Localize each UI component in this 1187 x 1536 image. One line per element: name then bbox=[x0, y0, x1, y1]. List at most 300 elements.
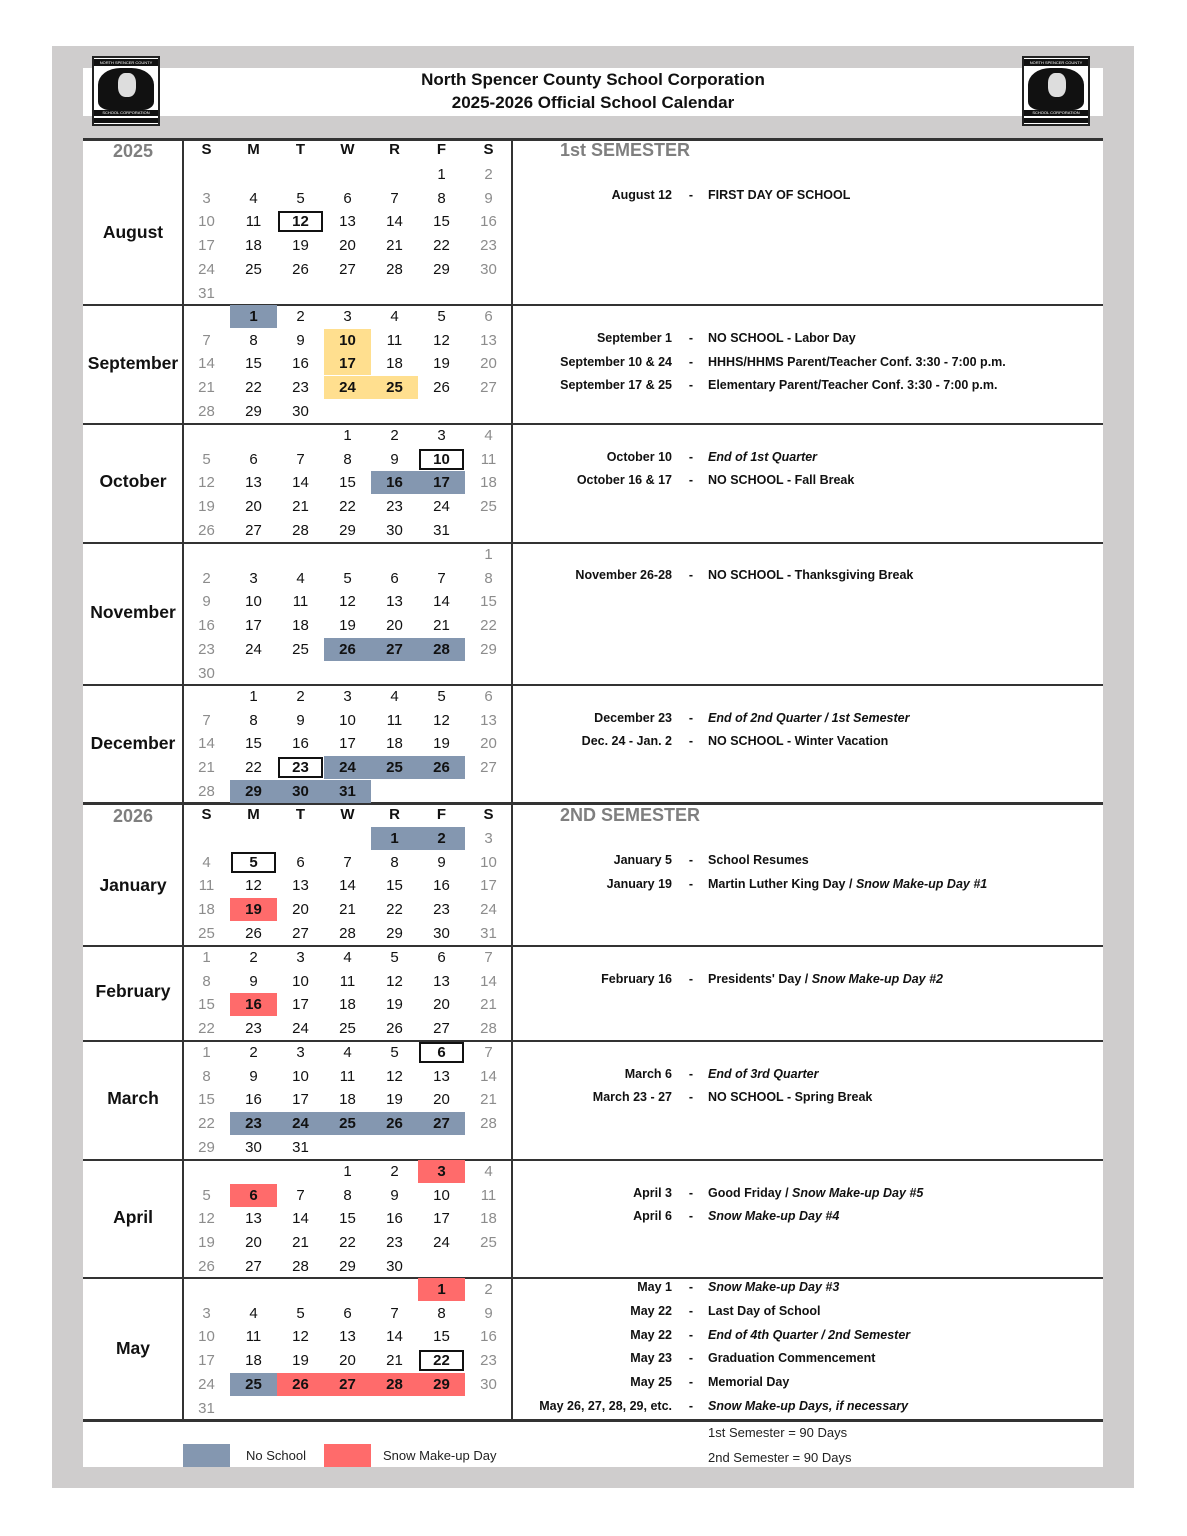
event-date: May 26, 27, 28, 29, etc. bbox=[539, 1399, 672, 1413]
event-text-italic: Snow Make-up Day #4 bbox=[708, 1209, 840, 1223]
event-date: Dec. 24 - Jan. 2 bbox=[581, 734, 672, 748]
calendar-day: 22 bbox=[386, 901, 403, 919]
calendar-day: 30 bbox=[480, 1375, 497, 1393]
calendar-day: 15 bbox=[433, 1328, 450, 1346]
event-text: Martin Luther King Day / bbox=[708, 877, 856, 891]
event-text: School Resumes bbox=[708, 853, 809, 867]
calendar-day: 15 bbox=[198, 996, 215, 1014]
calendar-day: 9 bbox=[484, 1304, 493, 1322]
day-of-week-label: M bbox=[247, 806, 260, 823]
calendar-day: 26 bbox=[418, 756, 465, 779]
event-separator: - bbox=[688, 972, 694, 986]
calendar-day: 18 bbox=[339, 996, 356, 1014]
event-text: NO SCHOOL - Fall Break bbox=[708, 473, 855, 487]
event-text: Memorial Day bbox=[708, 1375, 790, 1389]
event-date: May 22 bbox=[630, 1304, 672, 1318]
day-of-week-label: W bbox=[340, 141, 355, 158]
day-of-week-label: R bbox=[389, 141, 400, 158]
calendar-day: 31 bbox=[480, 924, 497, 942]
calendar-day: 14 bbox=[386, 213, 403, 231]
calendar-day: 28 bbox=[292, 1257, 309, 1275]
year-label-2026: 2026 bbox=[112, 806, 154, 826]
semester-heading-2: 2ND SEMESTER bbox=[560, 805, 701, 825]
calendar-day: 30 bbox=[386, 521, 403, 539]
calendar-day: 23 bbox=[277, 756, 324, 779]
calendar-day: 21 bbox=[386, 237, 403, 255]
event-date: March 6 bbox=[624, 1067, 672, 1081]
event-separator: - bbox=[688, 1209, 694, 1223]
day-of-week-label: S bbox=[201, 141, 212, 158]
event-separator: - bbox=[688, 473, 694, 487]
calendar-day: 13 bbox=[480, 711, 497, 729]
calendar-day: 22 bbox=[339, 498, 356, 516]
calendar-day: 8 bbox=[249, 711, 258, 729]
calendar-day: 21 bbox=[433, 617, 450, 635]
event-text-italic: End of 2nd Quarter / 1st Semester bbox=[708, 711, 910, 725]
event-date: November 26-28 bbox=[575, 568, 672, 582]
calendar-day: 3 bbox=[437, 427, 446, 444]
month-label-september: September bbox=[87, 353, 179, 373]
logo-top-text: NORTH SPENCER COUNTY bbox=[1024, 59, 1088, 66]
calendar-day: 22 bbox=[339, 1234, 356, 1252]
calendar-day: 19 bbox=[292, 1352, 309, 1370]
calendar-day: 12 bbox=[198, 474, 215, 492]
calendar-day: 17 bbox=[418, 471, 465, 494]
event-description bbox=[708, 331, 856, 345]
calendar-day: 30 bbox=[433, 924, 450, 942]
event-text-italic: Snow Make-up Day #2 bbox=[811, 972, 944, 986]
calendar-day: 9 bbox=[390, 450, 399, 468]
event-description bbox=[708, 450, 817, 464]
calendar-day: 20 bbox=[245, 1234, 262, 1252]
portrait-icon bbox=[1048, 73, 1066, 97]
calendar-day: 1 bbox=[202, 1044, 211, 1061]
calendar-day: 3 bbox=[296, 1044, 305, 1061]
calendar-day: 20 bbox=[339, 1352, 356, 1370]
calendar-day: 23 bbox=[386, 498, 403, 516]
calendar-day: 19 bbox=[292, 237, 309, 255]
calendar-day: 8 bbox=[202, 972, 211, 990]
calendar-day: 3 bbox=[484, 830, 493, 847]
calendar-day: 25 bbox=[230, 1373, 277, 1396]
calendar-day: 2 bbox=[296, 308, 305, 325]
calendar-day: 6 bbox=[484, 688, 493, 705]
calendar-day: 15 bbox=[480, 593, 497, 611]
event-date: May 25 bbox=[630, 1375, 672, 1389]
calendar-day: 1 bbox=[371, 827, 418, 850]
month-label-december: December bbox=[90, 733, 176, 753]
calendar-day: 15 bbox=[198, 1091, 215, 1109]
event-text: NO SCHOOL - Winter Vacation bbox=[708, 734, 889, 748]
calendar-day: 2 bbox=[249, 1044, 258, 1061]
school-logo-left bbox=[92, 56, 160, 126]
month-label-august: August bbox=[102, 222, 164, 242]
event-date: September 1 bbox=[596, 331, 672, 345]
title-bar bbox=[83, 68, 1103, 116]
calendar-day: 14 bbox=[386, 1328, 403, 1346]
calendar-day: 10 bbox=[480, 853, 497, 871]
calendar-day: 21 bbox=[480, 996, 497, 1014]
calendar-day: 20 bbox=[245, 498, 262, 516]
calendar-day: 16 bbox=[292, 735, 309, 753]
calendar-day: 9 bbox=[390, 1186, 399, 1204]
calendar-day: 7 bbox=[202, 711, 211, 729]
calendar-day: 27 bbox=[324, 1373, 371, 1396]
calendar-day: 10 bbox=[245, 593, 262, 611]
calendar-day: 22 bbox=[245, 759, 262, 777]
calendar-day: 13 bbox=[292, 877, 309, 895]
event-date: January 19 bbox=[606, 877, 672, 891]
event-separator: - bbox=[688, 1351, 694, 1365]
calendar-day: 6 bbox=[343, 1304, 352, 1322]
calendar-day: 21 bbox=[292, 498, 309, 516]
event-text-italic: Snow Make-up Day #5 bbox=[792, 1186, 924, 1200]
calendar-day: 28 bbox=[386, 260, 403, 278]
event-description bbox=[708, 378, 997, 392]
calendar-day: 18 bbox=[480, 474, 497, 492]
event-text: NO SCHOOL - Labor Day bbox=[708, 331, 856, 345]
calendar-day: 24 bbox=[433, 1234, 450, 1252]
event-description bbox=[708, 1304, 821, 1318]
calendar-day: 7 bbox=[202, 331, 211, 349]
event-date: April 3 bbox=[633, 1186, 672, 1200]
calendar-day: 12 bbox=[245, 877, 262, 895]
calendar-day: 26 bbox=[292, 260, 309, 278]
calendar-day: 3 bbox=[343, 308, 352, 325]
calendar-day: 16 bbox=[386, 1210, 403, 1228]
calendar-day: 27 bbox=[292, 924, 309, 942]
calendar-day: 23 bbox=[292, 379, 309, 397]
day-of-week-label: S bbox=[483, 806, 494, 823]
legend-swatch-no-school bbox=[183, 1444, 230, 1467]
event-text-italic: Snow Make-up Day #1 bbox=[855, 877, 988, 891]
calendar-day: 2 bbox=[202, 569, 211, 587]
calendar-day: 16 bbox=[198, 617, 215, 635]
logo-bottom-text: SCHOOL CORPORATION bbox=[94, 110, 158, 116]
calendar-day: 4 bbox=[484, 1163, 493, 1180]
first-semester-total: 1st Semester = 90 Days bbox=[708, 1425, 848, 1440]
calendar-day: 29 bbox=[480, 640, 497, 658]
calendar-day: 20 bbox=[433, 996, 450, 1014]
calendar-day: 2 bbox=[484, 1281, 493, 1298]
calendar-day: 24 bbox=[277, 1112, 324, 1135]
calendar-day: 30 bbox=[386, 1257, 403, 1275]
event-text-italic: Snow Make-up Days, if necessary bbox=[708, 1399, 909, 1413]
calendar-day: 25 bbox=[324, 1112, 371, 1135]
calendar-day: 19 bbox=[339, 617, 356, 635]
event-separator: - bbox=[688, 1067, 694, 1081]
calendar-day: 24 bbox=[245, 640, 262, 658]
calendar-day: 12 bbox=[277, 210, 324, 233]
calendar-day: 11 bbox=[245, 1328, 262, 1346]
calendar-day: 5 bbox=[230, 851, 277, 874]
event-separator: - bbox=[688, 734, 694, 748]
event-description bbox=[708, 1280, 839, 1294]
calendar-day: 14 bbox=[433, 593, 450, 611]
calendar-day: 1 bbox=[343, 427, 352, 444]
event-separator: - bbox=[688, 1375, 694, 1389]
calendar-day: 20 bbox=[292, 901, 309, 919]
calendar-day: 7 bbox=[343, 853, 352, 871]
calendar-day: 29 bbox=[339, 521, 356, 539]
calendar-day: 7 bbox=[484, 949, 493, 966]
calendar-day: 1 bbox=[484, 546, 493, 563]
calendar-day: 29 bbox=[433, 260, 450, 278]
calendar-day: 30 bbox=[480, 260, 497, 278]
calendar-day: 18 bbox=[386, 735, 403, 753]
event-date: October 16 & 17 bbox=[576, 473, 672, 487]
calendar-day: 25 bbox=[480, 1234, 497, 1252]
calendar-day: 30 bbox=[292, 402, 309, 420]
event-description bbox=[708, 1067, 818, 1081]
calendar-day: 15 bbox=[245, 355, 262, 373]
calendar-day: 1 bbox=[418, 1278, 465, 1301]
calendar-day: 15 bbox=[245, 735, 262, 753]
event-description bbox=[708, 1090, 872, 1104]
calendar-day: 25 bbox=[371, 376, 418, 399]
calendar-day: 8 bbox=[390, 853, 399, 871]
calendar-day: 17 bbox=[292, 996, 309, 1014]
calendar-day: 6 bbox=[437, 949, 446, 966]
calendar-day: 20 bbox=[433, 1091, 450, 1109]
calendar-day: 8 bbox=[249, 331, 258, 349]
month-label-october: October bbox=[99, 471, 167, 491]
event-date: April 6 bbox=[633, 1209, 672, 1223]
calendar-day: 3 bbox=[202, 1304, 211, 1322]
calendar-day: 2 bbox=[296, 688, 305, 705]
event-text: Presidents' Day / bbox=[708, 972, 812, 986]
calendar-day: 16 bbox=[230, 993, 277, 1016]
event-separator: - bbox=[688, 853, 694, 867]
calendar-day: 19 bbox=[386, 1091, 403, 1109]
calendar-day: 23 bbox=[230, 1112, 277, 1135]
calendar-day: 4 bbox=[484, 427, 493, 444]
calendar-day: 3 bbox=[418, 1160, 465, 1183]
calendar-day: 17 bbox=[433, 1210, 450, 1228]
calendar-day: 18 bbox=[198, 901, 215, 919]
event-text: NO SCHOOL - Spring Break bbox=[708, 1090, 873, 1104]
event-description bbox=[708, 1328, 910, 1342]
calendar-day: 6 bbox=[230, 1184, 277, 1207]
calendar-day: 25 bbox=[245, 260, 262, 278]
event-description bbox=[708, 473, 854, 487]
event-description bbox=[708, 1209, 839, 1223]
calendar-day: 5 bbox=[437, 688, 446, 705]
event-separator: - bbox=[688, 1090, 694, 1104]
calendar-day: 3 bbox=[343, 688, 352, 705]
calendar-day: 7 bbox=[484, 1044, 493, 1061]
calendar-day: 5 bbox=[437, 308, 446, 325]
calendar-day: 15 bbox=[433, 213, 450, 231]
event-date: January 5 bbox=[613, 853, 672, 867]
calendar-day: 18 bbox=[480, 1210, 497, 1228]
calendar-day: 17 bbox=[198, 237, 215, 255]
event-separator: - bbox=[688, 1304, 694, 1318]
logo-tagline-bar bbox=[94, 118, 158, 123]
calendar-day: 21 bbox=[292, 1234, 309, 1252]
day-of-week-label: T bbox=[295, 806, 306, 823]
calendar-day: 9 bbox=[484, 189, 493, 207]
semester-heading-1: 1st SEMESTER bbox=[560, 140, 691, 160]
calendar-day: 4 bbox=[296, 569, 305, 587]
legend-swatch-snow-makeup bbox=[324, 1444, 371, 1467]
calendar-day: 13 bbox=[480, 331, 497, 349]
calendar-day: 12 bbox=[386, 1067, 403, 1085]
calendar-day: 3 bbox=[296, 949, 305, 966]
calendar-day: 11 bbox=[339, 1067, 356, 1085]
calendar-day: 6 bbox=[418, 1041, 465, 1064]
calendar-day: 1 bbox=[437, 166, 446, 183]
calendar-day: 18 bbox=[339, 1091, 356, 1109]
calendar-day: 19 bbox=[433, 355, 450, 373]
calendar-day: 12 bbox=[339, 593, 356, 611]
calendar-day: 28 bbox=[292, 521, 309, 539]
calendar-day: 27 bbox=[245, 1257, 262, 1275]
event-description bbox=[708, 877, 987, 891]
calendar-day: 20 bbox=[480, 355, 497, 373]
header-band bbox=[83, 116, 1103, 138]
calendar-day: 10 bbox=[324, 329, 371, 352]
calendar-day: 24 bbox=[198, 1375, 215, 1393]
event-text-italic: Snow Make-up Day #3 bbox=[708, 1280, 840, 1294]
calendar-day: 25 bbox=[198, 924, 215, 942]
event-text: HHHS/HHMS Parent/Teacher Conf. 3:30 - 7:00 p.m. bbox=[708, 355, 1006, 369]
calendar-day: 11 bbox=[339, 972, 356, 990]
calendar-day: 31 bbox=[292, 1138, 309, 1156]
calendar-day: 10 bbox=[418, 448, 465, 471]
month-label-february: February bbox=[95, 981, 171, 1001]
calendar-day: 14 bbox=[292, 1210, 309, 1228]
calendar-day: 15 bbox=[339, 1210, 356, 1228]
calendar-day: 12 bbox=[198, 1210, 215, 1228]
calendar-day: 7 bbox=[296, 450, 305, 468]
calendar-day: 29 bbox=[418, 1373, 465, 1396]
calendar-day: 3 bbox=[249, 569, 258, 587]
month-label-may: May bbox=[115, 1338, 151, 1358]
calendar-day: 17 bbox=[198, 1352, 215, 1370]
legend-label-snow-makeup: Snow Make-up Day bbox=[383, 1448, 497, 1463]
calendar-day: 3 bbox=[202, 189, 211, 207]
calendar-day: 26 bbox=[386, 1020, 403, 1038]
calendar-day: 4 bbox=[202, 853, 211, 871]
month-label-march: March bbox=[107, 1088, 159, 1108]
event-date: March 23 - 27 bbox=[592, 1090, 672, 1104]
calendar-day: 5 bbox=[202, 1186, 211, 1204]
calendar-day: 1 bbox=[249, 688, 258, 705]
day-of-week-label: F bbox=[436, 806, 447, 823]
calendar-day: 5 bbox=[296, 1304, 305, 1322]
calendar-day: 5 bbox=[296, 189, 305, 207]
event-text-italic: End of 3rd Quarter bbox=[708, 1067, 819, 1081]
event-date: May 1 bbox=[637, 1280, 672, 1294]
calendar-day: 19 bbox=[198, 1234, 215, 1252]
calendar-day: 30 bbox=[245, 1138, 262, 1156]
calendar-day: 26 bbox=[433, 379, 450, 397]
calendar-day: 13 bbox=[339, 213, 356, 231]
calendar-day: 26 bbox=[245, 924, 262, 942]
calendar-day: 6 bbox=[249, 450, 258, 468]
second-semester-total: 2nd Semester = 90 Days bbox=[708, 1450, 852, 1465]
calendar-day: 5 bbox=[343, 569, 352, 587]
calendar-day: 2 bbox=[390, 427, 399, 444]
event-description bbox=[708, 1186, 923, 1200]
calendar-day: 12 bbox=[386, 972, 403, 990]
month-divider bbox=[83, 542, 1103, 544]
calendar-day: 17 bbox=[324, 352, 371, 375]
calendar-day: 4 bbox=[390, 688, 399, 705]
calendar-day: 29 bbox=[245, 402, 262, 420]
calendar-day: 27 bbox=[371, 638, 418, 661]
calendar-day: 14 bbox=[339, 877, 356, 895]
event-separator: - bbox=[688, 1280, 694, 1294]
calendar-day: 24 bbox=[324, 756, 371, 779]
event-text-italic: End of 4th Quarter / 2nd Semester bbox=[708, 1328, 911, 1342]
calendar-day: 11 bbox=[198, 877, 215, 895]
event-description bbox=[708, 568, 913, 582]
calendar-day: 21 bbox=[480, 1091, 497, 1109]
calendar-day: 18 bbox=[245, 237, 262, 255]
event-description bbox=[708, 1351, 875, 1365]
calendar-day: 18 bbox=[292, 617, 309, 635]
calendar-day: 13 bbox=[433, 1067, 450, 1085]
calendar-day: 16 bbox=[371, 471, 418, 494]
day-of-week-label: M bbox=[247, 141, 260, 158]
calendar-day: 20 bbox=[480, 735, 497, 753]
calendar-day: 21 bbox=[198, 379, 215, 397]
calendar-day: 28 bbox=[418, 638, 465, 661]
calendar-day: 16 bbox=[245, 1091, 262, 1109]
calendar-day: 13 bbox=[245, 1210, 262, 1228]
calendar-day: 2 bbox=[390, 1163, 399, 1180]
calendar-day: 27 bbox=[480, 379, 497, 397]
calendar-day: 13 bbox=[245, 474, 262, 492]
calendar-day: 19 bbox=[230, 898, 277, 921]
calendar-day: 20 bbox=[339, 237, 356, 255]
calendar-day: 29 bbox=[386, 924, 403, 942]
event-description bbox=[708, 734, 888, 748]
calendar-day: 16 bbox=[292, 355, 309, 373]
month-divider bbox=[83, 423, 1103, 425]
calendar-day: 16 bbox=[433, 877, 450, 895]
event-separator: - bbox=[688, 568, 694, 582]
calendar-day: 24 bbox=[292, 1020, 309, 1038]
calendar-day: 14 bbox=[480, 972, 497, 990]
calendar-day: 18 bbox=[245, 1352, 262, 1370]
calendar-day: 13 bbox=[386, 593, 403, 611]
calendar-day: 7 bbox=[390, 189, 399, 207]
event-description bbox=[708, 188, 850, 202]
calendar-day: 1 bbox=[343, 1163, 352, 1180]
calendar-day: 29 bbox=[198, 1138, 215, 1156]
calendar-day: 29 bbox=[230, 780, 277, 803]
calendar-day: 22 bbox=[480, 617, 497, 635]
calendar-day: 11 bbox=[386, 331, 403, 349]
calendar-day: 24 bbox=[324, 376, 371, 399]
calendar-day: 17 bbox=[292, 1091, 309, 1109]
event-date: December 23 bbox=[594, 711, 672, 725]
calendar-day: 28 bbox=[198, 782, 215, 800]
event-separator: - bbox=[688, 450, 694, 464]
calendar-day: 14 bbox=[292, 474, 309, 492]
calendar-day: 2 bbox=[418, 827, 465, 850]
logo-top-text: NORTH SPENCER COUNTY bbox=[94, 59, 158, 66]
day-of-week-label: S bbox=[201, 806, 212, 823]
calendar-day: 10 bbox=[292, 972, 309, 990]
calendar-day: 13 bbox=[433, 972, 450, 990]
calendar-day: 19 bbox=[386, 996, 403, 1014]
event-description bbox=[708, 1375, 789, 1389]
calendar-day: 9 bbox=[202, 593, 211, 611]
